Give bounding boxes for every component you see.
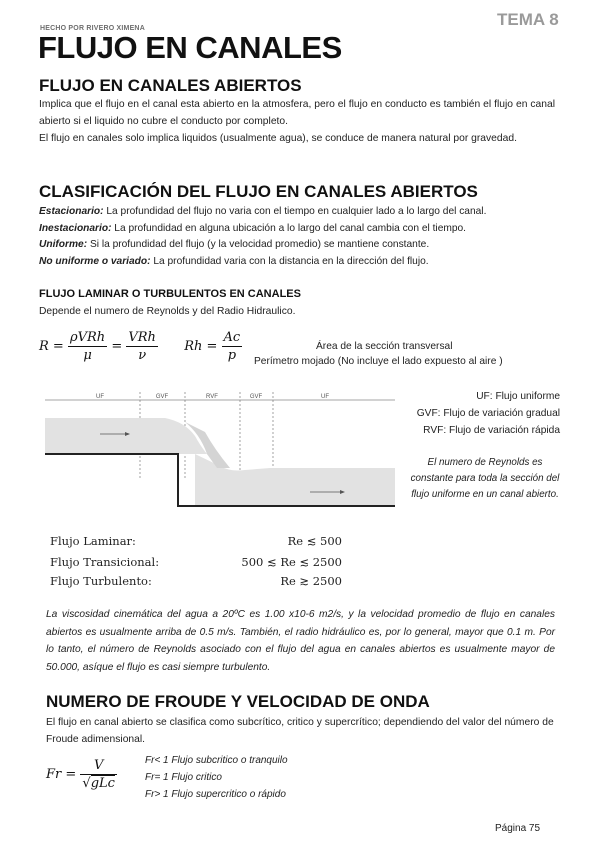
- reynolds-lhs: R =: [39, 339, 64, 354]
- page-number: Página 75: [495, 823, 541, 834]
- froude-lhs: Fr =: [46, 767, 77, 782]
- equals-sign: =: [111, 339, 123, 354]
- regime-name: Flujo Turbulento:: [50, 574, 152, 588]
- classification-term: No uniforme o variado:: [39, 255, 151, 267]
- regime-condition: Re ≲ 500: [287, 534, 342, 548]
- section-heading-froude: NUMERO DE FROUDE Y VELOCIDAD DE ONDA: [46, 692, 430, 711]
- viscosity-paragraph: La viscosidad cinemática del agua a 20ºC es 1.00 x10-6 m2/s, y la velocidad promedio de flujo en canales abiertos es usualmente arriba de 0.5 m/s. También, el radio hidráulico es, por lo general, mayor que 0.1 m. Por lo tanto, el número de Reynolds asociado con el flujo del agua en canales abiertos es usualmente mayor de 50.000, asíque el flujo es casi siempre turbulento.: [46, 609, 555, 673]
- author-credit: HECHO POR RIVERO XIMENA: [40, 25, 145, 32]
- classification-item: [39, 204, 486, 221]
- froude-cases: [145, 752, 288, 803]
- classification-text: La profundidad varia con la distancia en la dirección del flujo.: [150, 255, 429, 267]
- fraction-numerator: V: [80, 758, 117, 775]
- channel-flow-diagram: [45, 388, 395, 524]
- reynolds-intro: Depende el numero de Reynolds y del Radio Hidraulico.: [39, 306, 296, 317]
- topic-label: TEMA 8: [497, 10, 559, 29]
- reynolds-fraction-1: [68, 330, 107, 363]
- page-title: FLUJO EN CANALES: [38, 30, 342, 65]
- diagram-label-uf-2: UF: [321, 394, 329, 400]
- hydraulic-radius-fraction: [222, 330, 243, 363]
- froude-formula: [46, 758, 117, 791]
- fraction-numerator: Ac: [223, 330, 241, 345]
- diagram-label-uf: UF: [96, 394, 104, 400]
- regime-name: Flujo Transicional:: [50, 555, 160, 569]
- legend-item-rvf: RVF: Flujo de variación rápida: [423, 425, 560, 436]
- reynolds-note: El numero de Reynolds es constante para toda la sección del flujo uniforme en un canal abierto.: [410, 457, 560, 500]
- classification-text: La profundidad en alguna ubicación a lo largo del canal cambia con el tiempo.: [111, 222, 467, 234]
- reynolds-fraction-2: [126, 330, 158, 363]
- classification-item: [39, 221, 486, 238]
- classification-term: Inestacionario:: [39, 222, 112, 234]
- open-channel-description: [39, 96, 555, 147]
- classification-list: [39, 204, 486, 270]
- froude-fraction: [80, 758, 117, 791]
- downstream-water: [195, 454, 395, 506]
- regime-row-laminar: [50, 534, 342, 552]
- classification-text: La profundidad del flujo no varia con el tiempo en cualquier lado a lo largo del canal.: [103, 206, 487, 217]
- fraction-denominator: [80, 775, 117, 791]
- regime-row-turbulent: [50, 574, 342, 592]
- hydraulic-radius-lhs: Rh =: [184, 339, 218, 354]
- fraction-denominator: ν: [138, 348, 147, 363]
- classification-text: Si la profundidad del flujo (y la velocidad promedio) se mantiene constante.: [87, 239, 430, 250]
- classification-term: Uniforme:: [39, 239, 88, 250]
- section-heading-classification: CLASIFICACIÓN DEL FLUJO EN CANALES ABIERTOS: [39, 182, 478, 201]
- regime-condition: Re ≳ 2500: [280, 574, 342, 588]
- regime-condition: 500 ≲ Re ≲ 2500: [241, 555, 342, 569]
- legend-item-uf: UF: Flujo uniforme: [476, 391, 560, 402]
- area-label: Área de la sección transversal: [316, 341, 453, 352]
- froude-intro: El flujo en canal abierto se clasifica como subcrítico, critico y supercrítico; dependiendo del valor del número de Froude adimensional.: [46, 717, 554, 745]
- fraction-denominator: p: [227, 348, 237, 363]
- flow-legend: [417, 388, 560, 439]
- diagram-label-gvf: GVF: [155, 394, 169, 400]
- sqrt-symbol: √: [82, 776, 91, 791]
- fraction-numerator: VRh: [128, 330, 156, 345]
- classification-term: Estacionario:: [39, 206, 104, 217]
- sqrt-radicand: gLc: [90, 776, 115, 791]
- section-heading-laminar-turbulent: FLUJO LAMINAR O TURBULENTOS EN CANALES: [39, 288, 301, 300]
- froude-case-subcritical: Fr< 1 Flujo subcritico o tranquilo: [145, 755, 288, 766]
- regime-row-transitional: [50, 555, 342, 573]
- reynolds-formula: [39, 330, 242, 363]
- regime-name: Flujo Laminar:: [50, 534, 136, 548]
- diagram-label-gvf-2: GVF: [249, 394, 263, 400]
- classification-item: [39, 254, 486, 271]
- froude-case-critical: Fr= 1 Flujo critico: [145, 772, 222, 783]
- perimeter-label: Perímetro mojado (No incluye el lado expuesto al aire ): [254, 356, 503, 367]
- froude-case-supercritical: Fr> 1 Flujo supercritico o rápido: [145, 789, 286, 800]
- diagram-label-rvf: RVF: [206, 394, 218, 400]
- fraction-denominator: μ: [83, 348, 92, 363]
- open-channel-para-2: El flujo en canales solo implica liquidos (usualmente agua), se conduce de manera natural por gravedad.: [39, 133, 517, 144]
- legend-item-gvf: GVF: Flujo de variación gradual: [416, 408, 560, 419]
- open-channel-para-1: Implica que el flujo en el canal esta abierto en la atmosfera, pero el flujo en conducto es también el flujo en canal abierto si el liquido no cubre el conducto por completo.: [39, 99, 555, 127]
- classification-item: [39, 237, 486, 254]
- fraction-numerator: ρVRh: [69, 330, 106, 345]
- section-heading-open-channel: FLUJO EN CANALES ABIERTOS: [39, 76, 302, 95]
